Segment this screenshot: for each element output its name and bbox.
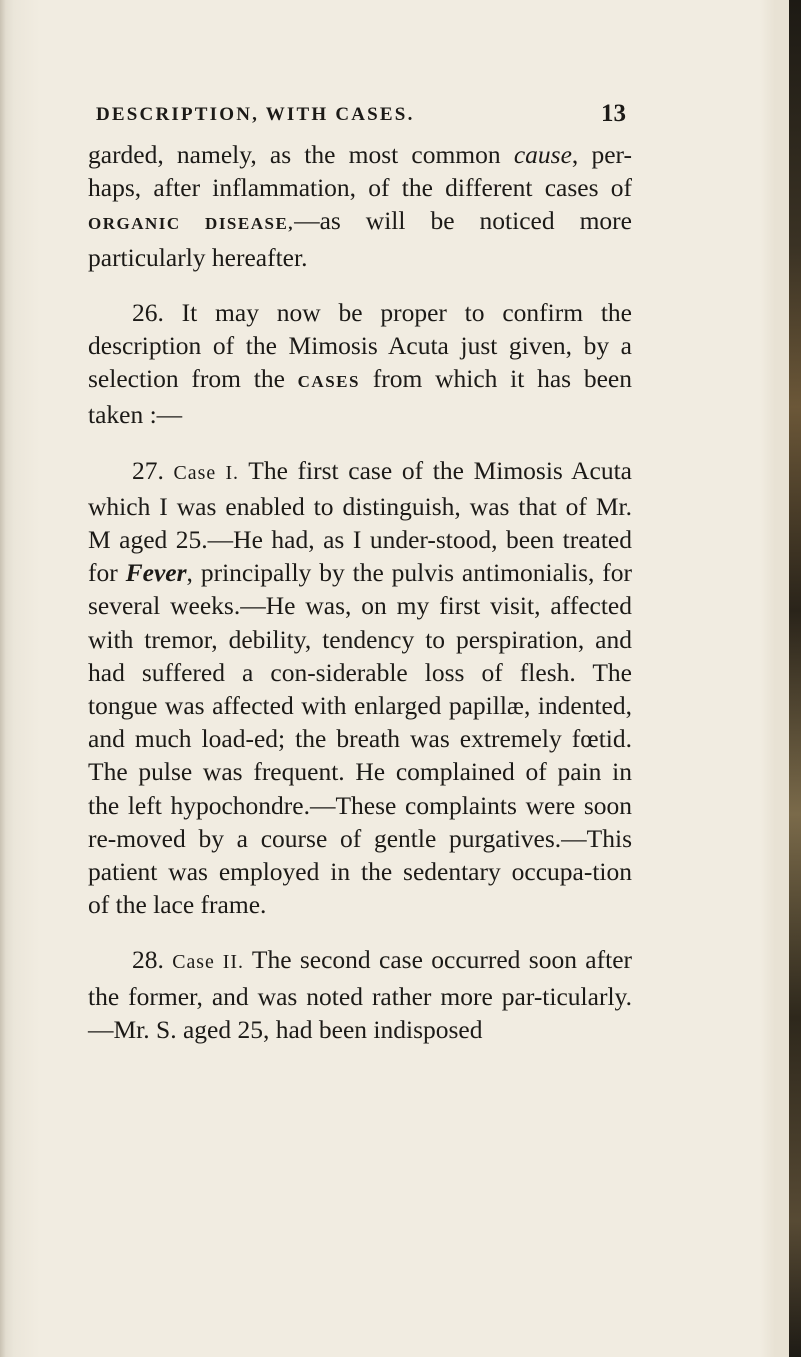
case-label: Case II. xyxy=(172,951,244,974)
paragraph-26 xyxy=(88,296,632,432)
running-head: DESCRIPTION, WITH CASES. xyxy=(96,104,415,125)
small-caps-cases: CASES xyxy=(297,372,360,392)
body-text xyxy=(88,138,632,1046)
text-run: 26. It may now be proper to confirm the description of the Mimosis Acuta just given, by a selection from the xyxy=(88,297,632,394)
paragraph-number: 27. xyxy=(132,455,174,485)
paragraph-number: 28. xyxy=(132,945,173,975)
book-spine-edge xyxy=(789,0,801,1357)
page-left-edge xyxy=(0,0,6,1357)
text-run: The first case of the Mimosis Acuta which I was enabled to distinguish, was that of Mr. M aged 25.—He had, as I under-stood, been treated for xyxy=(88,455,632,588)
paragraph-27 xyxy=(88,454,632,922)
text-run: from which it has been taken :— xyxy=(88,364,632,430)
text-run: garded, namely, as the most common xyxy=(88,140,514,169)
page-header xyxy=(96,100,626,134)
page-number: 13 xyxy=(601,100,626,127)
text-run: The second case occurred soon after the former, and was noted rather more par-ticularly.—Mr. S. aged 25, had been indisposed xyxy=(88,945,632,1044)
paragraph-28 xyxy=(88,943,632,1046)
text-run: —as will be noticed more particularly hereafter. xyxy=(88,206,632,272)
text-run: , principally by the pulvis antimonialis, for several weeks.—He was, on my first visit, affected with tremor, debility, tendency to perspiration, and had suffered a con-siderable loss of flesh. The tongue was affected with enlarged papillæ, indented, and much load-ed; the breath was extremely fœtid. The pulse was frequent. He complained of pain in the left hypochondre.—These complaints were soon re-moved by a course of gentle purgatives.—This patient was employed in the sedentary occupa-tion of the lace frame. xyxy=(88,558,633,920)
emphasis-cause: cause xyxy=(513,140,572,169)
small-caps-organic-disease: ORGANIC DISEASE, xyxy=(88,214,295,234)
text-run: , per-haps, after inflammation, of the different cases of xyxy=(88,140,632,203)
case-label: Case I. xyxy=(173,461,240,484)
emphasis-fever: Fever xyxy=(125,558,187,588)
paragraph-continued xyxy=(88,138,632,274)
